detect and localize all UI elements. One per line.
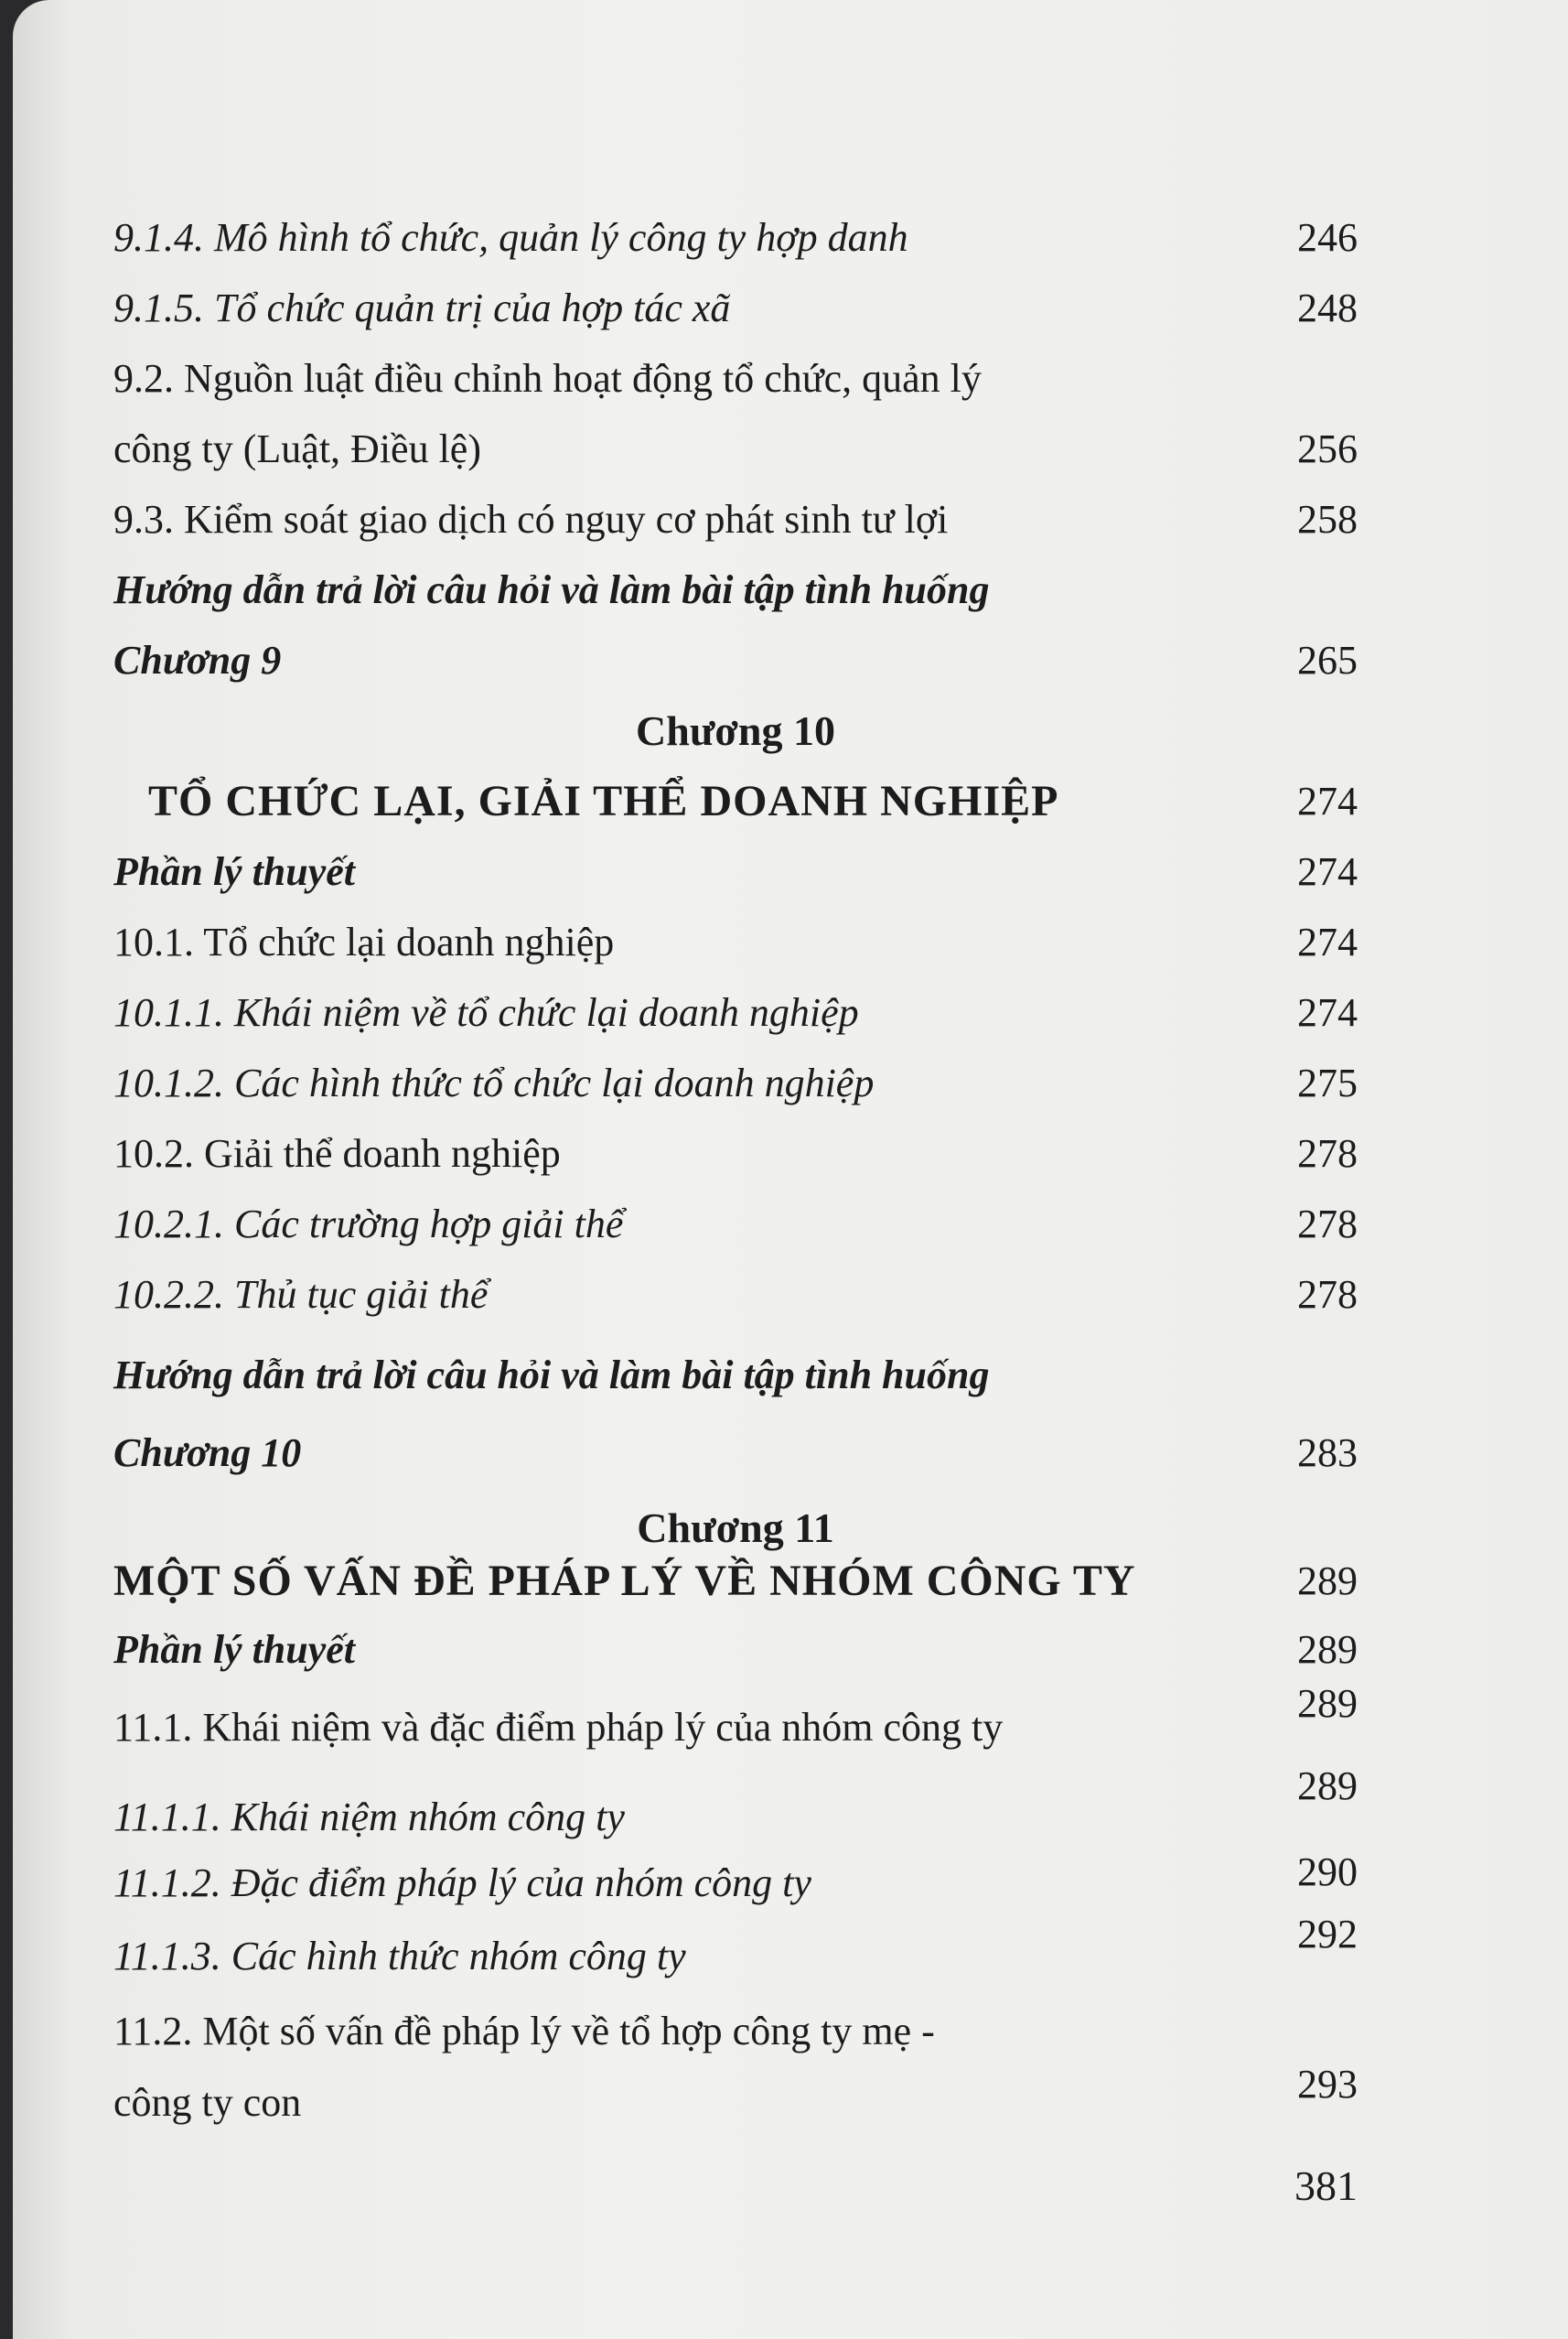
- toc-entry-title: công ty con: [113, 2080, 302, 2125]
- toc-entry-title: Phần lý thuyết: [113, 1627, 356, 1672]
- toc-entry-page: 283: [1297, 1430, 1358, 1475]
- book-page: [13, 0, 1568, 2339]
- toc-entry-page: 289: [1297, 1763, 1358, 1808]
- chapter-heading: Chương 10: [636, 707, 835, 754]
- toc-entry-page: 275: [1297, 1061, 1358, 1105]
- toc-entry-page: 278: [1297, 1131, 1358, 1176]
- toc-entry-title: Phần lý thuyết: [113, 849, 356, 894]
- toc-entry-page: 248: [1297, 286, 1358, 330]
- toc-entry-title: Hướng dẫn trả lời câu hỏi và làm bài tập tình huống: [113, 567, 990, 612]
- toc-entry-title: TỔ CHỨC LẠI, GIẢI THỂ DOANH NGHIỆP: [148, 777, 1059, 825]
- toc-entry-title: Chương 10: [113, 1430, 302, 1475]
- toc-entry-title: 9.1.5. Tổ chức quản trị của hợp tác xã: [113, 286, 731, 330]
- toc-entry-page: 246: [1297, 215, 1358, 260]
- toc-entry-page: 258: [1297, 497, 1358, 542]
- toc-entry-title: 10.2.1. Các trường hợp giải thể: [113, 1202, 624, 1246]
- toc-entry-title: 11.2. Một số vấn đề pháp lý về tổ hợp công ty mẹ -: [113, 2009, 935, 2053]
- toc-entry-page: 289: [1297, 1681, 1358, 1726]
- toc-entry-title: 9.2. Nguồn luật điều chỉnh hoạt động tổ chức, quản lý: [113, 356, 982, 401]
- toc-entry-title: 9.1.4. Mô hình tổ chức, quản lý công ty hợp danh: [113, 215, 908, 260]
- toc-entry-title: 11.1.1. Khái niệm nhóm công ty: [113, 1795, 625, 1839]
- toc-entry-title: 11.1.3. Các hình thức nhóm công ty: [113, 1934, 686, 1978]
- page-number: 381: [1294, 2162, 1358, 2209]
- toc-entry-page: 293: [1297, 2062, 1358, 2107]
- toc-entry-title: 10.2.2. Thủ tục giải thể: [113, 1272, 489, 1317]
- chapter-heading: Chương 11: [637, 1504, 834, 1551]
- toc-entry-title: 10.1.1. Khái niệm về tổ chức lại doanh nghiệp: [113, 990, 859, 1035]
- toc-entry-title: 10.1.2. Các hình thức tổ chức lại doanh nghiệp: [113, 1061, 875, 1105]
- toc-entry-title: Hướng dẫn trả lời câu hỏi và làm bài tập tình huống: [113, 1353, 990, 1397]
- toc-entry-page: 290: [1297, 1849, 1358, 1894]
- toc-entry-page: 289: [1297, 1627, 1358, 1672]
- toc-entry-page: 256: [1297, 426, 1358, 471]
- toc-entry-title: 11.1.2. Đặc điểm pháp lý của nhóm công ty: [113, 1860, 811, 1905]
- toc-entry-title: 11.1. Khái niệm và đặc điểm pháp lý của nhóm công ty: [113, 1705, 1004, 1750]
- toc-entry-page: 274: [1297, 779, 1358, 824]
- toc-entry-page: 278: [1297, 1272, 1358, 1317]
- toc-entry-page: 292: [1297, 1912, 1358, 1956]
- table-of-contents: [13, 0, 1568, 2339]
- toc-entry-title: 10.2. Giải thể doanh nghiệp: [113, 1131, 561, 1176]
- toc-entry-page: 289: [1297, 1558, 1358, 1603]
- toc-entry-title: công ty (Luật, Điều lệ): [113, 426, 481, 471]
- toc-entry-page: 274: [1297, 990, 1358, 1035]
- toc-entry-title: 9.3. Kiểm soát giao dịch có nguy cơ phát sinh tư lợi: [113, 497, 949, 542]
- toc-entry-title: MỘT SỐ VẤN ĐỀ PHÁP LÝ VỀ NHÓM CÔNG TY: [113, 1557, 1136, 1605]
- toc-entry-title: Chương 9: [113, 638, 282, 683]
- toc-entry-page: 265: [1297, 638, 1358, 683]
- toc-entry-page: 274: [1297, 920, 1358, 965]
- toc-entry-page: 278: [1297, 1202, 1358, 1246]
- toc-entry-page: 274: [1297, 849, 1358, 894]
- toc-entry-title: 10.1. Tổ chức lại doanh nghiệp: [113, 920, 615, 965]
